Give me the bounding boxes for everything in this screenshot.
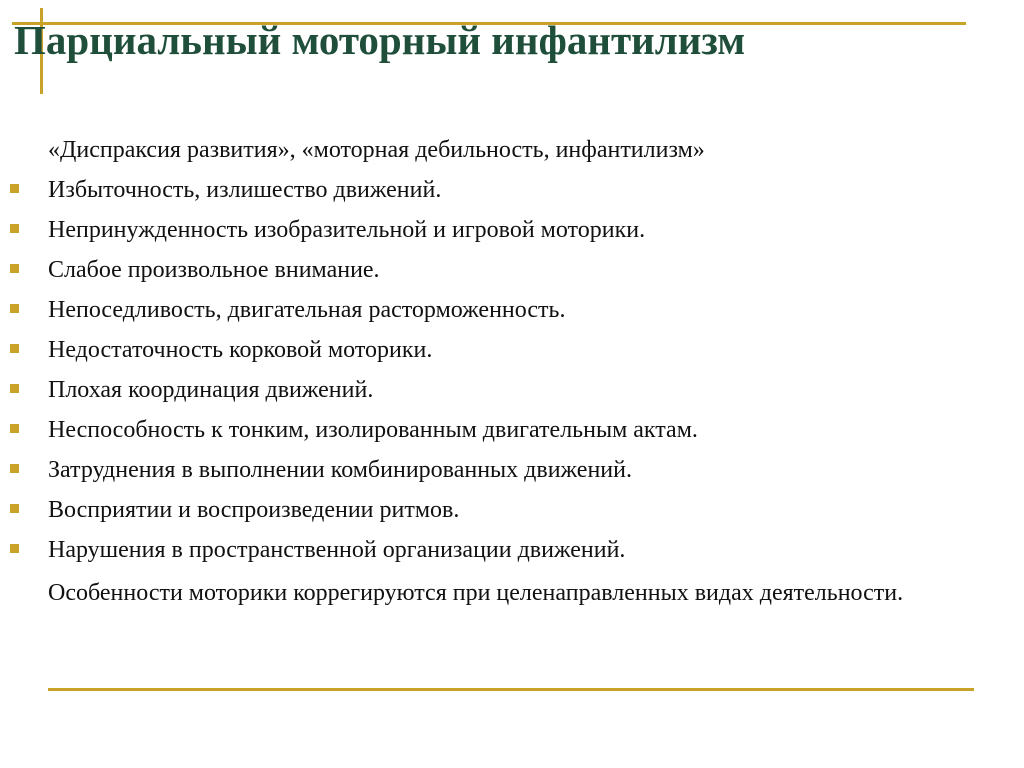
list-item	[48, 210, 1012, 250]
bottom-gold-rule	[48, 688, 974, 691]
list-item-text: Неспособность к тонким, изолированным двигательным актам.	[48, 417, 698, 443]
list-item	[48, 170, 1012, 210]
square-bullet-icon	[10, 304, 19, 313]
square-bullet-icon	[10, 384, 19, 393]
conclusion-paragraph: Особенности моторики коррегируются при целенаправленных видах деятельности.	[48, 580, 904, 606]
square-bullet-icon	[10, 504, 19, 513]
square-bullet-icon	[10, 544, 19, 553]
list-item	[48, 250, 1012, 290]
list-item-text: Слабое произвольное внимание.	[48, 257, 380, 283]
list-item-text: Недостаточность корковой моторики.	[48, 337, 433, 363]
list-item	[48, 330, 1012, 370]
square-bullet-icon	[10, 464, 19, 473]
list-item-text: Восприятии и воспроизведении ритмов.	[48, 497, 460, 523]
list-item-text: Избыточность, излишество движений.	[48, 177, 442, 203]
list-item	[48, 290, 1012, 330]
square-bullet-icon	[10, 424, 19, 433]
intro-line: «Диспраксия развития», «моторная дебильность, инфантилизм»	[48, 137, 705, 163]
slide-body	[48, 130, 1012, 610]
list-item	[48, 530, 1012, 570]
list-item	[48, 450, 1012, 490]
list-item	[48, 410, 1012, 450]
list-item-text: Затруднения в выполнении комбинированных движений.	[48, 457, 632, 483]
list-item-text: Нарушения в пространственной организации движений.	[48, 537, 626, 563]
list-item	[48, 370, 1012, 410]
list-item	[48, 490, 1012, 530]
list-item-text: Плохая координация движений.	[48, 377, 374, 403]
square-bullet-icon	[10, 224, 19, 233]
square-bullet-icon	[10, 344, 19, 353]
list-item-text: Непринужденность изобразительной и игровой моторики.	[48, 217, 646, 243]
square-bullet-icon	[10, 264, 19, 273]
list-item-text: Непоседливость, двигательная расторможенность.	[48, 297, 566, 323]
square-bullet-icon	[10, 184, 19, 193]
bullet-list	[48, 170, 1012, 570]
slide-title: Парциальный моторный инфантилизм	[14, 17, 746, 63]
